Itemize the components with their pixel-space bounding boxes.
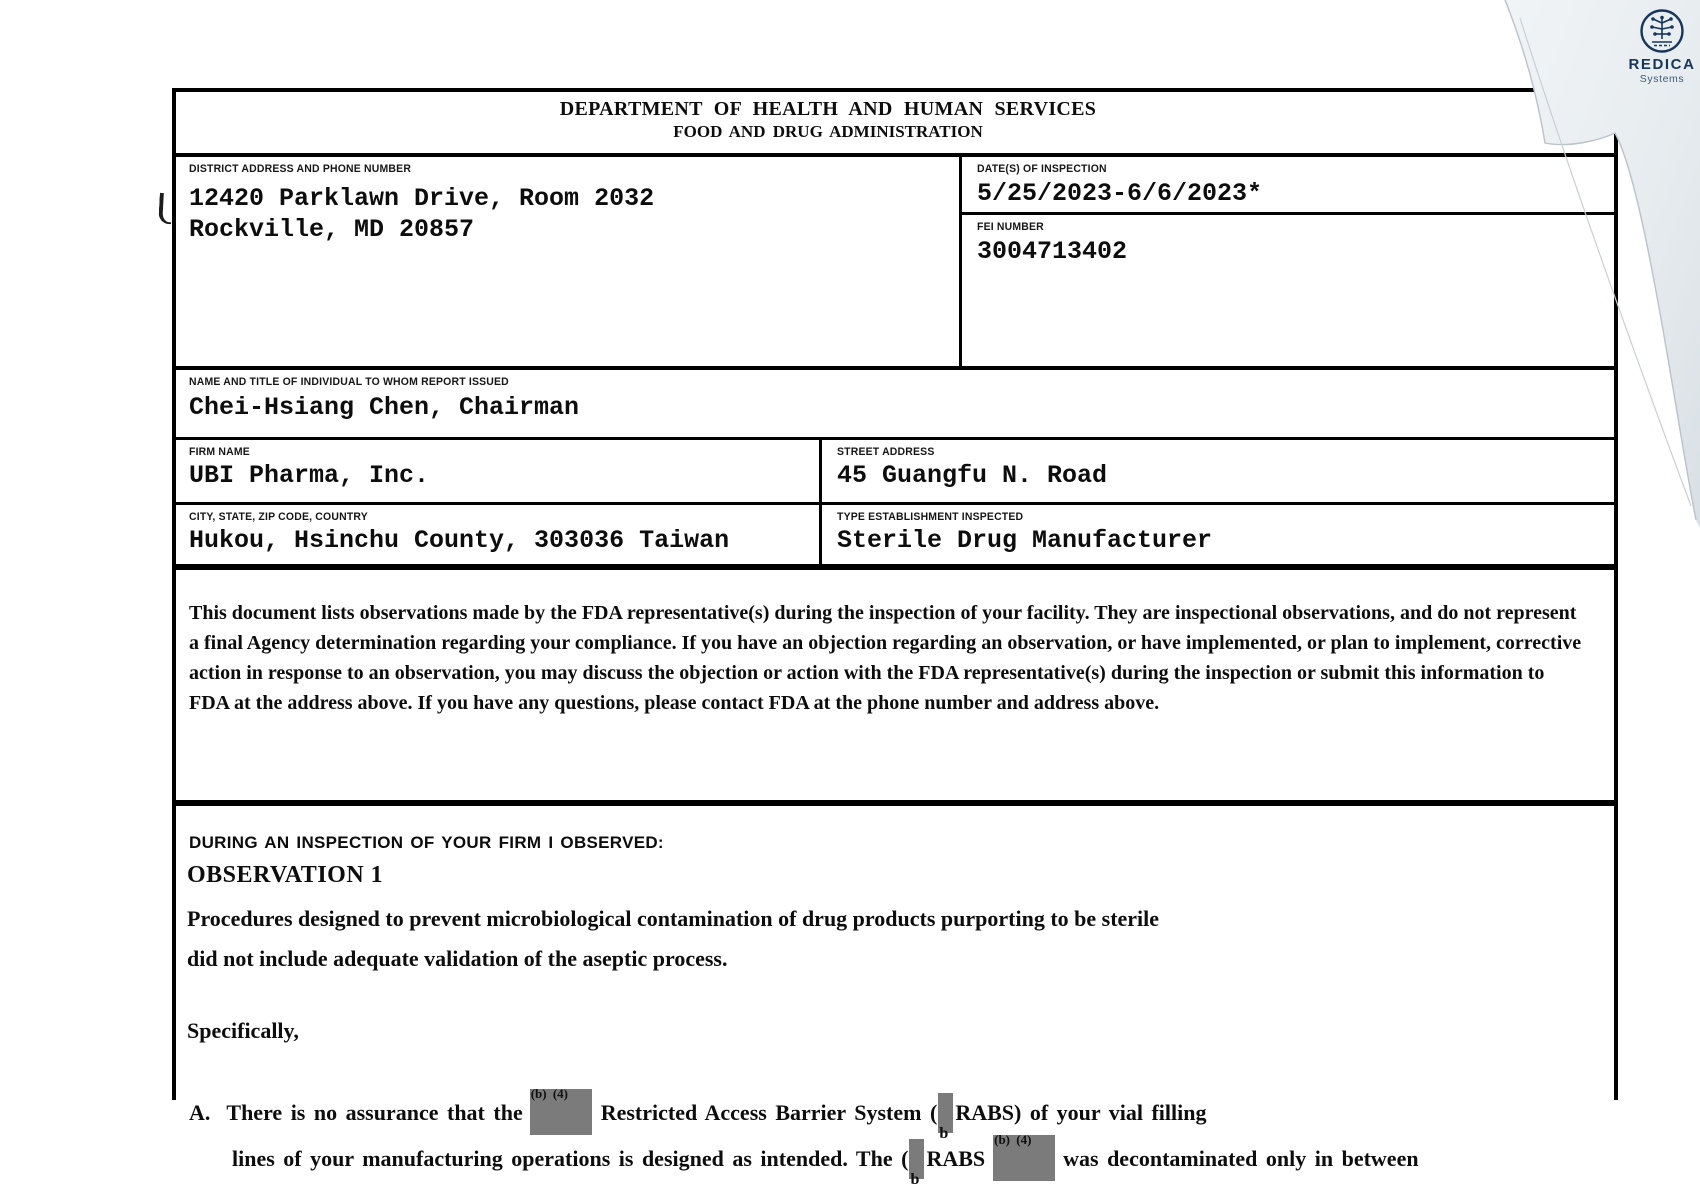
redaction-box-small-2 bbox=[909, 1139, 924, 1188]
observed-heading: DURING AN INSPECTION OF YOUR FIRM I OBSERVED: bbox=[189, 833, 664, 852]
observation-item-a bbox=[189, 1086, 1614, 1188]
street-address-label: STREET ADDRESS bbox=[837, 446, 935, 458]
fei-number-label: FEI NUMBER bbox=[977, 221, 1044, 233]
row-district-dates bbox=[176, 157, 1614, 370]
item-a-line2-end: was decontaminated only in between bbox=[1063, 1146, 1419, 1171]
form-header bbox=[176, 98, 1614, 157]
district-address-line2: Rockville, MD 20857 bbox=[189, 215, 475, 244]
inspection-dates-label: DATE(S) OF INSPECTION bbox=[977, 163, 1107, 175]
redaction-box-b4-2 bbox=[993, 1132, 1055, 1181]
observation-body-line2: did not include adequate validation of the aseptic process. bbox=[187, 946, 728, 971]
specifically-text: Specifically, bbox=[187, 1018, 299, 1043]
item-a-line2-start: lines of your manufacturing operations is designed as intended. The ( bbox=[232, 1146, 909, 1171]
fei-number-value: 3004713402 bbox=[977, 237, 1128, 266]
redaction-box-small bbox=[938, 1093, 953, 1142]
inspection-dates-value: 5/25/2023-6/6/2023* bbox=[977, 179, 1263, 208]
redaction-label: (b) (4) bbox=[530, 1086, 569, 1101]
redica-logo bbox=[1624, 8, 1700, 85]
redaction-b-char: b bbox=[939, 1125, 949, 1142]
name-title-label: NAME AND TITLE OF INDIVIDUAL TO WHOM REPORT ISSUED bbox=[189, 376, 509, 388]
item-a-line1 bbox=[189, 1086, 1614, 1142]
name-title-cell bbox=[176, 370, 1614, 440]
item-a-text-mid: Restricted Access Barrier System ( bbox=[600, 1100, 938, 1125]
observations-cell bbox=[176, 833, 1614, 1188]
observation-1-body bbox=[187, 899, 1614, 979]
city-label: CITY, STATE, ZIP CODE, COUNTRY bbox=[189, 511, 368, 523]
scan-artifact-mark bbox=[158, 193, 173, 225]
redica-logo-text: REDICA bbox=[1628, 56, 1696, 73]
establishment-type-label: TYPE ESTABLISHMENT INSPECTED bbox=[837, 511, 1024, 523]
city-cell bbox=[176, 505, 822, 564]
agency-title: FOOD AND DRUG ADMINISTRATION bbox=[673, 122, 983, 141]
item-a-marker: A. bbox=[189, 1100, 211, 1125]
form-table bbox=[172, 88, 1618, 1188]
observation-1-title: OBSERVATION 1 bbox=[187, 862, 384, 888]
redaction-b-char-2: b bbox=[910, 1171, 920, 1188]
firm-name-cell bbox=[176, 440, 822, 502]
redaction-box-b4 bbox=[530, 1086, 592, 1135]
establishment-type-value: Sterile Drug Manufacturer bbox=[837, 526, 1213, 555]
firm-name-label: FIRM NAME bbox=[189, 446, 250, 458]
item-a-line2-mid: RABS bbox=[926, 1146, 986, 1171]
street-address-value: 45 Guangfu N. Road bbox=[837, 461, 1108, 490]
redaction-label-2: (b) (4) bbox=[994, 1132, 1032, 1147]
redica-logo-subtext: Systems bbox=[1639, 73, 1685, 85]
notice-cell bbox=[176, 598, 1614, 806]
city-value: Hukou, Hsinchu County, 303036 Taiwan bbox=[189, 526, 730, 555]
notice-paragraph: This document lists observations made by the FDA representative(s) during the inspection of your facility. They are inspectional observations, and do not represent a final Agency determination regarding your compliance. If you have an objection regarding an observation, or have implemented, or plan to implement, corrective action in response to an observation, you may discuss the objection or action with the FDA representative(s) during the inspection or submit this information to FDA at the address above. If you have any questions, please contact FDA at the phone number and address above. bbox=[189, 602, 1582, 714]
observation-body-line1: Procedures designed to prevent microbiological contamination of drug products purporting to be sterile bbox=[187, 906, 1160, 931]
row-firm-street bbox=[176, 440, 1614, 505]
redica-logo-icon bbox=[1639, 8, 1685, 54]
district-address-line1: 12420 Parklawn Drive, Room 2032 bbox=[189, 184, 655, 213]
district-address-label: DISTRICT ADDRESS AND PHONE NUMBER bbox=[189, 163, 412, 175]
item-a-line2-partial bbox=[232, 1132, 1614, 1188]
name-title-value: Chei-Hsiang Chen, Chairman bbox=[189, 393, 580, 422]
district-address-cell bbox=[176, 157, 962, 366]
firm-name-value: UBI Pharma, Inc. bbox=[189, 461, 430, 490]
department-title: DEPARTMENT OF HEALTH AND HUMAN SERVICES bbox=[559, 98, 1097, 120]
item-a-text-before: There is no assurance that the bbox=[226, 1100, 523, 1125]
item-a-text-after: RABS) of your vial filling bbox=[955, 1100, 1207, 1125]
row-city-type bbox=[176, 505, 1614, 570]
